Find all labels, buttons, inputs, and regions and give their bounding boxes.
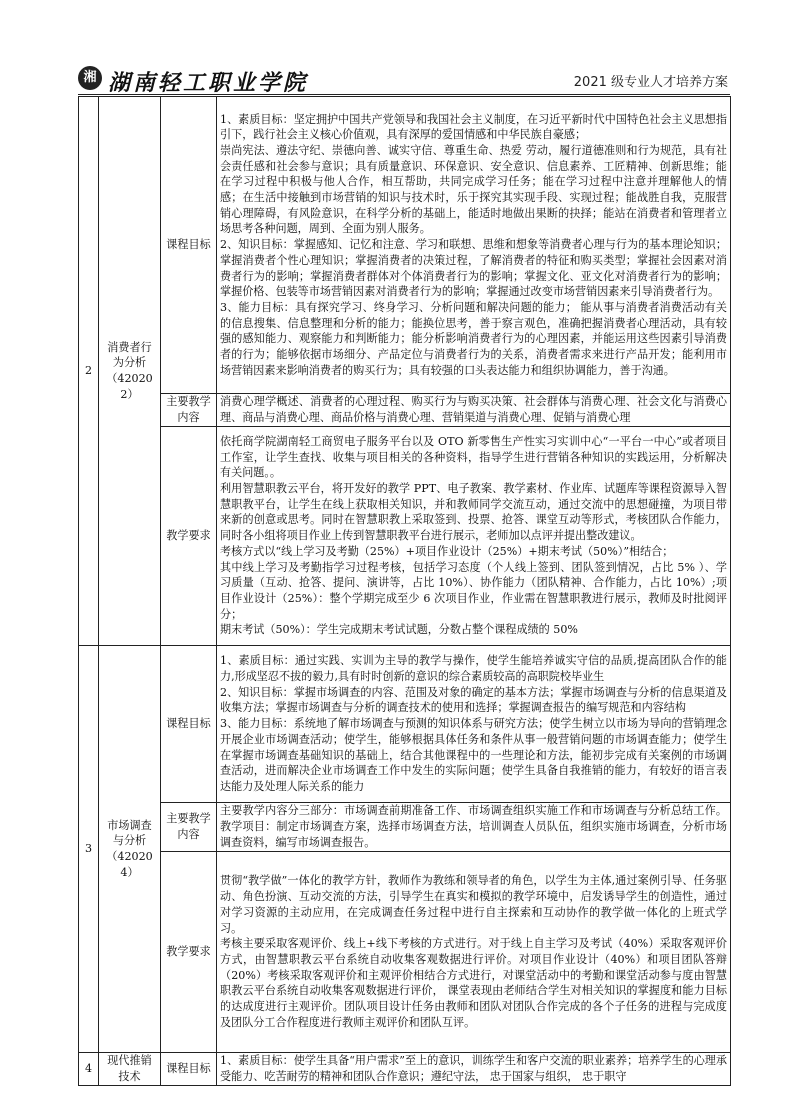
content-label: [161, 803, 217, 852]
school-name-logo: 湖南轻工职业学院: [108, 70, 309, 96]
goals-paragraph: 崇尚宪法、遵法守纪、崇德向善、诚实守信、尊重生命、热爱 劳动，履行道德准则和行为规范，具有社会责任感和社会参与意识；具有质量意识、环保意识、安全意识、信息素养、工匠精神、创新思维；能在学习过程中积极与他人合作，相互帮助，共同完成学习任务；能在学习过程中注意并理解他人的情感；在生活中接触到市场营销的知识与技术时，乐于探究其实现手段、实现过程；能战胜自我，克服营销心理障碍，有风险意识，在科学分析的基础上，能适时地做出果断的抉择；能站在消费者和管理者立场思考各种问题，周到、全面为别人服务。: [220, 143, 727, 236]
requirements-label: 教学要求: [161, 427, 217, 646]
requirements-paragraph: 利用智慧职教云平台，将开发好的教学 PPT、电子教案、教学素材、作业库、试题库等课程资源导入智慧职教平台，让学生在线上获取相关知识，并和教师同学交流互动，通过交流中的思想碰撞，为项目带来新的创意或思考。同时在智慧职教上采取签到、投票、抢答、课堂互动等形式，考核团队合作能力，同时各小组将项目作业上传到智慧职教平台进行展示，老师加以点评并提出整改建议。: [220, 482, 727, 543]
requirements-label: 教学要求: [161, 852, 217, 1053]
curriculum-table: [78, 96, 731, 1086]
goals-content: [217, 1053, 731, 1086]
goals-content: [217, 646, 731, 803]
goals-paragraph: 1、素质目标：通过实践、实训为主导的教学与操作，使学生能培养诚实守信的品质,提高团队合作的能力,形成坚忍不拔的毅力,具有时时创新的意识的综合素质较高的高职院校毕业生: [220, 654, 727, 684]
course-row-requirements: [79, 852, 731, 1053]
course-number: 4: [79, 1053, 99, 1086]
requirements-paragraph: 依托商学院湖南轻工商贸电子服务平台以及 OTO 新零售生产性实习实训中心“一平台一中心”或者项目工作室，让学生查找、收集与项目相关的各种资料，指导学生进行营销各种知识的实践运用，分析解决有关问题。。: [220, 434, 727, 480]
content-text: [217, 394, 731, 427]
course-row-goals: [79, 646, 731, 803]
content-paragraph: 消费心理学概述、消费者的心理过程、购买行为与购买决策、社会群体与消费心理、社会文化与消费心理、商品与消费心理、商品价格与消费心理、营销渠道与消费心理、促销与消费心理: [220, 395, 727, 424]
course-name-line1: 消费者行: [107, 340, 152, 354]
course-row-content: [79, 803, 731, 852]
goals-label: 课程目标: [161, 1053, 217, 1086]
course-name-line1: 现代推销: [107, 1054, 152, 1068]
requirements-paragraph: 贯彻“教学做”一体化的教学方针，教师作为教练和领导者的角色，以学生为主体,通过案例引导、任务驱动、角色扮演、互动交流的方法，引导学生在真实和模拟的教学环境中，启发诱导学生的创造性，通过对学习资源的主动应用，在完成调查任务过程中进行自主探索和互动协作的教学做一体化的上班式学习。: [220, 874, 727, 935]
course-row-requirements: [79, 427, 731, 646]
goals-label: 课程目标: [161, 646, 217, 803]
goals-label: 课程目标: [161, 97, 217, 394]
content-label-line2: 内容: [177, 411, 200, 424]
content-label-line2: 内容: [177, 828, 200, 841]
course-name-line1: 市场调查: [107, 818, 152, 832]
course-row-content: [79, 394, 731, 427]
content-text: [217, 803, 731, 852]
course-number: 3: [79, 646, 99, 1053]
goals-paragraph: 3、能力目标：具有探究学习、终身学习、分析问题和解决问题的能力； 能从事与消费者消费活动有关的信息搜集、信息整理和分析的能力；能换位思考，善于察言观色，准确把握消费者心理活动，具有较强的感知能力、观察能力和判断能力；能分析影响消费者行为的心理因素，并能运用这些因素引导消费者的行为；能够依据市场细分、产品定位与消费者行为的关系，消费者需求来进行产品开发；能利用市场营销因素来影响消费者的购买行为；具有较强的口头表达能力和组织协调能力，善于沟通。: [220, 300, 727, 377]
requirements-paragraph: 考核方式以“线上学习及考勤（25%）+项目作业设计（25%）+期末考试（50%）”相结合；: [220, 544, 674, 558]
content-label: [161, 394, 217, 427]
course-code: （420202）: [106, 372, 153, 401]
requirements-paragraph: 期末考试（50%）：学生完成期末考试试题，分数占整个课程成绩的 50%: [220, 623, 578, 637]
content-label-line1: 主要教学: [166, 812, 211, 826]
course-name-cell: [99, 646, 161, 1053]
document-title: 2021 级专业人才培养方案: [573, 75, 728, 90]
requirements-content: [217, 852, 731, 1053]
course-name-line2: 技术: [118, 1070, 141, 1083]
course-code: （420204）: [106, 850, 153, 879]
goals-content: [217, 97, 731, 394]
course-row-goals: [79, 97, 731, 394]
course-row-goals: [79, 1053, 731, 1086]
course-name-cell: [99, 1053, 161, 1086]
goals-paragraph: 1、素质目标：使学生具备“用户需求”至上的意识，训练学生和客户交流的职业素养；培养学生的心理承受能力、吃苦耐劳的精神和团队合作意识；遵纪守法， 忠于国家与组织， 忠于职守: [220, 1054, 727, 1083]
content-paragraph: 主要教学内容分三部分：市场调查前期准备工作、市场调查组织实施工作和市场调查与分析总结工作。教学项目：制定市场调查方案，选择市场调查方法，培训调查人员队伍，组织实施市场调查，分析市场调查资料，编写市场调查报告。: [220, 804, 727, 849]
requirements-paragraph: 其中线上学习及考勤指学习过程考核，包括学习态度（个人线上签到、团队签到情况，占比 5% ）、学习质量（互动、抢答、提问、演讲等，占比 10%）、协作能力（团队精神、合作能力，占比 10%）;项目作业设计（25%）：整个学期完成至少 6 次项目作业，作业需在智慧职教进行展示，教师及时批阅评分；: [220, 560, 727, 621]
requirements-paragraph: 考核主要采取客观评价、线上+线下考核的方式进行。对于线上自主学习及考试（40%）采取客观评价方式，由智慧职教云平台系统自动收集客观数据进行评价。对项目作业设计（40%）和项目团队答辩（20%）考核采取客观评价和主观评价相结合方式进行，对课堂活动中的考勤和课堂活动参与度由智慧职教云平台系统自动收集客观数据进行评价， 课堂表现由老师结合学生对相关知识的掌握度和能力目标的达成度进行主观评价。团队项目设计任务由教师和团队对团队合作完成的各个子任务的进程与完成度及团队分工合作程度进行教师主观评价和团队互评。: [220, 937, 727, 1029]
goals-paragraph: 3、能力目标：系统地了解市场调查与预测的知识体系与研究方法；使学生树立以市场为导向的营销理念开展企业市场调查活动；使学生，能够根据具体任务和条件从事一般营销问题的市场调查能力；使学生在掌握市场调查基础知识的基础上，结合其他课程中的一些理论和方法，能初步完成有关案例的市场调查活动，进而解决企业市场调查工作中发生的实际问题；使学生具备自我推销的能力，有较好的语言表达能力及处理人际关系的能力: [220, 717, 727, 793]
page-header: [78, 64, 730, 95]
requirements-content: [217, 427, 731, 646]
content-label-line1: 主要教学: [166, 395, 211, 409]
course-name-line2: 为分析: [112, 356, 147, 370]
goals-paragraph: 2、知识目标：掌握感知、记忆和注意、学习和联想、思维和想象等消费者心理与行为的基本理论知识；掌握消费者个性心理知识；掌握消费者的决策过程，了解消费者的特征和购买类型；掌握社会因素对消费者行为的影响；掌握消费者群体对个体消费者行为的影响；掌握文化、亚文化对消费者行为的影响；掌握价格、包装等市场营销因素对消费者行为的影响；掌握通过改变市场营销因素来引导消费者行为。: [220, 238, 727, 299]
course-name-cell: [99, 97, 161, 646]
goals-paragraph: 2、知识目标：掌握市场调查的内容、范围及对象的确定的基本方法；掌握市场调查与分析的信息渠道及收集方法；掌握市场调查与分析的调查技术的使用和选择；掌握调查报告的编写规范和内容结构: [220, 685, 727, 715]
course-name-line2: 与分析: [112, 834, 147, 848]
course-number: 2: [79, 97, 99, 646]
school-logo-icon: 湘: [78, 66, 102, 90]
goals-paragraph: 1、素质目标：坚定拥护中国共产党领导和我国社会主义制度，在习近平新时代中国特色社会主义思想指引下，践行社会主义核心价值观，具有深厚的爱国情感和中华民族自豪感；: [220, 112, 727, 142]
